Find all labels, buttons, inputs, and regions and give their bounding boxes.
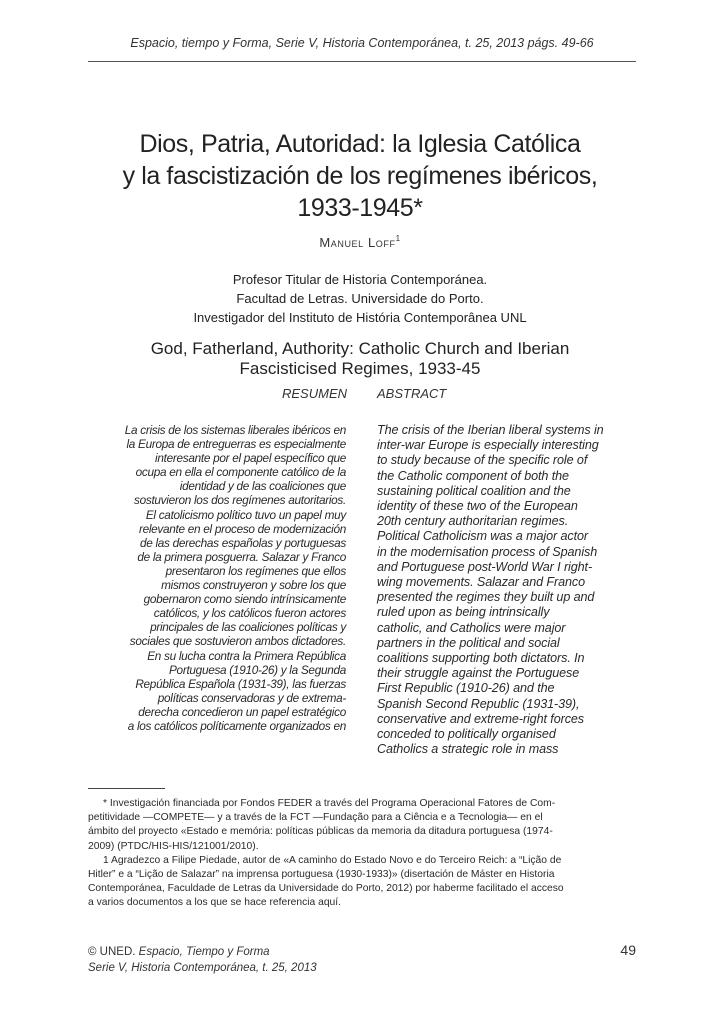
text-line: First Republic (1910-26) and the (377, 681, 555, 696)
text-line: de la primera posguerra. Salazar y Franco (137, 549, 346, 564)
footnote-line: petitividade —COMPETE— y a través de la FCT —Fundação para a Ciência e a Tecnologia— en el (88, 812, 543, 824)
footnote-line: 2009) (PTDC/HIS-HIS/121001/2010). (88, 840, 259, 852)
footnote-line: Hitler” e a “Lição de Salazar” na imprensa portuguesa (1930-1933)» (disertación de Máster en Historia (88, 869, 555, 881)
footer-line-1 (88, 944, 317, 960)
text-line: ocupa en ella el componente católico de la (135, 465, 346, 480)
text-line: Portuguesa (1910-26) y la Segunda (168, 662, 346, 677)
text-line: sostuvieron los dos regímenes autoritarios. (133, 493, 346, 508)
footnote-line: ámbito del proyecto «Estado e memória: políticas públicas da memoria da ditadura portuguesa (1974- (88, 826, 553, 838)
text-line: En su lucha contra la Primera República (147, 648, 346, 663)
affiliation-line: Profesor Titular de Historia Contemporánea. (232, 272, 488, 287)
article-title (60, 128, 660, 224)
text-line: Political Catholicism was a major actor (377, 529, 588, 544)
text-line: and Portuguese post-World War I right- (377, 559, 593, 574)
title-line: 1933-1945* (297, 194, 423, 222)
footnote-line: * Investigación financiada por Fondos FEDER a través del Programa Operacional Fatores de Com- (103, 798, 556, 809)
abstract-text (377, 423, 635, 757)
text-line: sociales que sostuvieron ambos dictadores. (129, 634, 346, 649)
footnotes (88, 797, 636, 911)
text-line: catholic, and Catholics were major (377, 620, 566, 635)
text-line: gobernaron como siendo intrínsicamente (143, 592, 346, 607)
text-line: Spanish Second Republic (1931-39), (377, 696, 580, 711)
english-title-line: Fascisticised Regimes, 1933-45 (239, 359, 481, 378)
text-line: to study because of the specific role of (377, 453, 588, 468)
page-number: 49 (620, 942, 636, 958)
text-line: presented the regimes they built up and (377, 590, 595, 605)
text-line: La crisis de los sistemas liberales ibéricos en (124, 423, 346, 437)
footer-series-text: Serie V, Historia Contemporánea, t. 25, 2013 (88, 962, 317, 974)
affiliation-line: Investigador del Instituto de História Contemporânea UNL (193, 310, 527, 325)
author-note-marker: 1 (395, 234, 401, 243)
text-line: their struggle against the Portuguese (377, 666, 580, 681)
text-line: identity of these two of the European (377, 499, 578, 514)
abstract-label: ABSTRACT (377, 386, 447, 401)
footnote-rule (88, 788, 165, 789)
english-title (60, 339, 660, 379)
text-line: la Europa de entreguerras es especialmente (126, 437, 346, 452)
text-line: El catolicismo político tuvo un papel muy (145, 507, 346, 522)
footer-citation (88, 944, 317, 976)
affiliation (0, 270, 720, 327)
text-line: conceded to politically organised (377, 727, 556, 742)
running-head: Espacio, tiempo y Forma, Serie V, Historia Contemporánea, t. 25, 2013 págs. 49-66 (130, 36, 594, 50)
text-line: políticas conservadoras y de extrema- (157, 690, 346, 705)
text-line: conservative and extreme-right forces (377, 711, 584, 726)
text-line: católicos, y los católicos fueron actores (153, 606, 346, 621)
text-line: inter-war Europe is especially interesting (377, 438, 599, 453)
text-line: principales de las coaliciones políticas y (150, 620, 346, 635)
text-line: identidad y de las coaliciones que (179, 479, 346, 494)
text-line: derecha concedieron un papel estratégico (138, 704, 346, 719)
text-line: a los católicos políticamente organizados en (127, 718, 346, 733)
text-line: 20th century authoritarian regimes. (377, 514, 569, 529)
text-line: in the modernisation process of Spanish (377, 544, 598, 559)
footnote-line: a varios documentos a los que se hace referencia aquí. (88, 897, 341, 909)
footnote-line: Contemporánea, Faculdade de Letras da Universidade do Porto, 2012) por haberme facilitado el acceso (88, 883, 564, 895)
text-line: ruled upon as being intrinsically (377, 605, 550, 620)
author-line (0, 235, 720, 250)
resumen-label: RESUMEN (282, 386, 348, 401)
text-line: coalitions supporting both dictators. In (377, 651, 585, 666)
text-line: interesante por el papel específico que (155, 451, 346, 466)
text-line: relevante en el proceso de modernización (138, 521, 346, 536)
text-line: wing movements. Salazar and Franco (377, 575, 585, 590)
header-rule (88, 61, 636, 62)
footer-publisher: © UNED. (88, 946, 136, 958)
footer-journal: Espacio, Tiempo y Forma (138, 946, 270, 958)
english-title-line: God, Fatherland, Authority: Catholic Church and Iberian (150, 339, 570, 358)
text-line: Catholics a strategic role in mass (377, 742, 559, 757)
author-name: Manuel Loff (319, 235, 396, 250)
footer-series (88, 960, 317, 976)
text-line: sustaining political coalition and the (377, 483, 571, 498)
text-line: de las derechas españolas y portuguesas (139, 535, 346, 550)
text-line: partners in the political and social (377, 635, 560, 650)
text-line: the Catholic component of both the (377, 468, 569, 483)
title-line: y la fascistización de los regímenes ibéricos, (122, 162, 598, 190)
text-line: The crisis of the Iberian liberal systems in (377, 423, 604, 437)
title-line: Dios, Patria, Autoridad: la Iglesia Católica (139, 130, 581, 158)
resumen-text (88, 423, 346, 733)
text-line: presentaron los regímenes que ellos (165, 563, 346, 578)
footnote-line: 1 Agradezco a Filipe Piedade, autor de «A caminho do Estado Novo e do Terceiro Reich: a “Lição de (103, 854, 562, 866)
text-line: mismos construyeron y sobre los que (161, 578, 346, 593)
affiliation-line: Facultad de Letras. Universidade do Porto. (236, 291, 484, 306)
text-line: República Española (1931-39), las fuerzas (135, 676, 346, 691)
